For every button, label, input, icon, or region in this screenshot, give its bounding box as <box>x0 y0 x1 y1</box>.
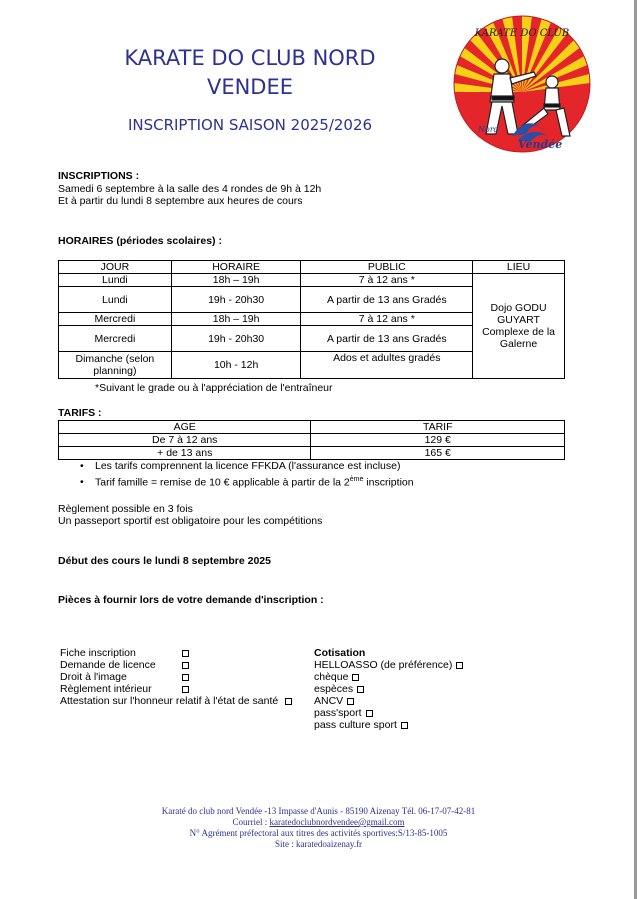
list-item <box>60 647 292 659</box>
table-row <box>59 434 565 447</box>
checkbox-icon[interactable] <box>401 722 408 729</box>
document-title <box>90 44 410 102</box>
inscriptions-line-2: Et à partir du lundi 8 septembre aux heures de cours <box>58 195 303 207</box>
checkbox-icon[interactable] <box>357 686 364 693</box>
cell-lieu <box>473 274 565 379</box>
logo-text-vendee: Vendée <box>518 138 563 151</box>
logo-text-top: KARATE DO CLUB <box>474 28 570 39</box>
col-header-jour: JOUR <box>59 261 172 274</box>
jour-text: Dimanche (selon planning) <box>75 353 155 377</box>
pieces-list <box>60 647 292 707</box>
piece-label: Attestation sur l'honneur relatif à l'état de santé <box>60 695 279 707</box>
col-header-tarif: TARIF <box>311 421 565 434</box>
list-item <box>60 683 292 695</box>
piece-label: Demande de licence <box>60 659 156 671</box>
horaires-header-row <box>59 261 565 274</box>
checkbox-icon[interactable] <box>347 698 354 705</box>
cotisation-label: ANCV <box>314 695 344 707</box>
pieces-heading: Pièces à fournir lors de votre demande d'inscription : <box>58 594 324 606</box>
public-text: A partir de 13 ans Gradés <box>326 332 447 345</box>
cotisation-label: espèces <box>314 683 354 695</box>
cell-jour: Lundi <box>59 287 172 313</box>
checkbox-icon[interactable] <box>182 650 189 657</box>
cell-horaire: 18h – 19h <box>171 274 301 287</box>
cell-public <box>301 287 473 313</box>
footer-email-label: Courriel : <box>232 817 270 827</box>
reglement-line-2: Un passeport sportif est obligatoire pour les compétitions <box>58 515 323 527</box>
list-item <box>60 671 292 683</box>
document-subtitle: INSCRIPTION SAISON 2025/2026 <box>127 116 373 134</box>
table-row <box>59 274 565 287</box>
horaires-table <box>58 260 565 379</box>
tarifs-bullet-1: • Les tarifs comprennent la licence FFKDA (l'assurance est incluse) <box>95 460 400 472</box>
piece-label: Fiche inscription <box>60 647 136 659</box>
lieu-text: Dojo GODU GUYART Complexe de la Galerne <box>482 302 556 350</box>
checkbox-icon[interactable] <box>182 674 189 681</box>
email-link[interactable]: karatedoclubnordvendee@gmail.com <box>269 817 405 827</box>
cell-jour: Mercredi <box>59 326 172 352</box>
checkbox-icon[interactable] <box>352 674 359 681</box>
footer-email <box>0 817 637 828</box>
cotisation-label: chèque <box>314 671 349 683</box>
cotisation-heading: Cotisation <box>314 647 366 659</box>
title-line-2: VENDEE <box>206 75 294 99</box>
cell-horaire: 19h - 20h30 <box>171 326 301 352</box>
list-item <box>60 695 292 707</box>
cell-tarif: 165 € <box>311 447 565 460</box>
cotisation-label: HELLOASSO (de préférence) <box>314 659 453 671</box>
piece-label: Règlement intérieur <box>60 683 152 695</box>
checkbox-icon[interactable] <box>285 698 292 705</box>
cotisation-label: pass culture sport <box>314 719 397 731</box>
cell-jour: Mercredi <box>59 313 172 326</box>
inscriptions-line-1: Samedi 6 septembre à la salle des 4 rondes de 9h à 12h <box>58 183 322 195</box>
cell-age: De 7 à 12 ans <box>59 434 311 447</box>
list-item <box>314 659 463 671</box>
bullet-2-text: Tarif famille = remise de 10 € applicable à partir de la 2 <box>95 476 350 489</box>
cell-public: Ados et adultes gradés <box>301 352 473 379</box>
list-item <box>314 719 463 731</box>
cell-public <box>301 326 473 352</box>
tarifs-bullet-2 <box>95 476 414 489</box>
cell-horaire: 18h – 19h <box>171 313 301 326</box>
col-header-horaire: HORAIRE <box>171 261 301 274</box>
logo-text-nord: Nord <box>478 125 499 134</box>
footer-address: Karaté do club nord Vendée -13 Impasse d'Aunis - 85190 Aizenay Tél. 06-17-07-42-81 <box>161 806 476 816</box>
cell-public: 7 à 12 ans * <box>301 313 473 326</box>
list-item <box>314 671 463 683</box>
checkbox-icon[interactable] <box>366 710 373 717</box>
cotisation-label: pass'sport <box>314 707 362 719</box>
cell-age: + de 13 ans <box>59 447 311 460</box>
horaires-heading: HORAIRES (périodes scolaires) : <box>58 235 222 247</box>
bullet-2-end: inscription <box>363 476 414 489</box>
footer-agrement: N° Agrément préfectoral aux titres des activités sportives:S/13-85-1005 <box>189 828 448 838</box>
list-item <box>314 683 463 695</box>
cell-public: 7 à 12 ans * <box>301 274 473 287</box>
footer-site: Site : karatedoaizenay.fr <box>274 839 363 849</box>
club-logo <box>452 14 592 154</box>
reglement-line-1: Règlement possible en 3 fois <box>58 503 193 515</box>
checkbox-icon[interactable] <box>182 662 189 669</box>
cell-jour: Lundi <box>59 274 172 287</box>
list-item <box>314 695 463 707</box>
col-header-lieu: LIEU <box>473 261 565 274</box>
cell-tarif: 129 € <box>311 434 565 447</box>
list-item <box>314 707 463 719</box>
table-row <box>59 447 565 460</box>
public-text: A partir de 13 ans Gradés <box>326 293 447 306</box>
checkbox-icon[interactable] <box>182 686 189 693</box>
cotisation-list <box>314 647 463 731</box>
cell-jour <box>59 352 172 379</box>
cell-horaire: 19h - 20h30 <box>171 287 301 313</box>
checkbox-icon[interactable] <box>456 662 463 669</box>
tarifs-header-row <box>59 421 565 434</box>
tarifs-table <box>58 420 565 460</box>
bullet-2-sup: ème <box>349 476 364 483</box>
cell-horaire: 10h - 12h <box>171 352 301 379</box>
title-line-1: KARATE DO CLUB NORD <box>124 46 376 70</box>
col-header-public: PUBLIC <box>301 261 473 274</box>
inscriptions-heading: INSCRIPTIONS : <box>58 170 140 182</box>
piece-label: Droit à l'image <box>60 671 127 683</box>
tarifs-heading: TARIFS : <box>58 407 102 419</box>
col-header-age: AGE <box>59 421 311 434</box>
debut-cours: Début des cours le lundi 8 septembre 2025 <box>58 555 271 567</box>
horaires-note: *Suivant le grade ou à l'appréciation de l'entraîneur <box>95 382 333 394</box>
list-item <box>60 659 292 671</box>
